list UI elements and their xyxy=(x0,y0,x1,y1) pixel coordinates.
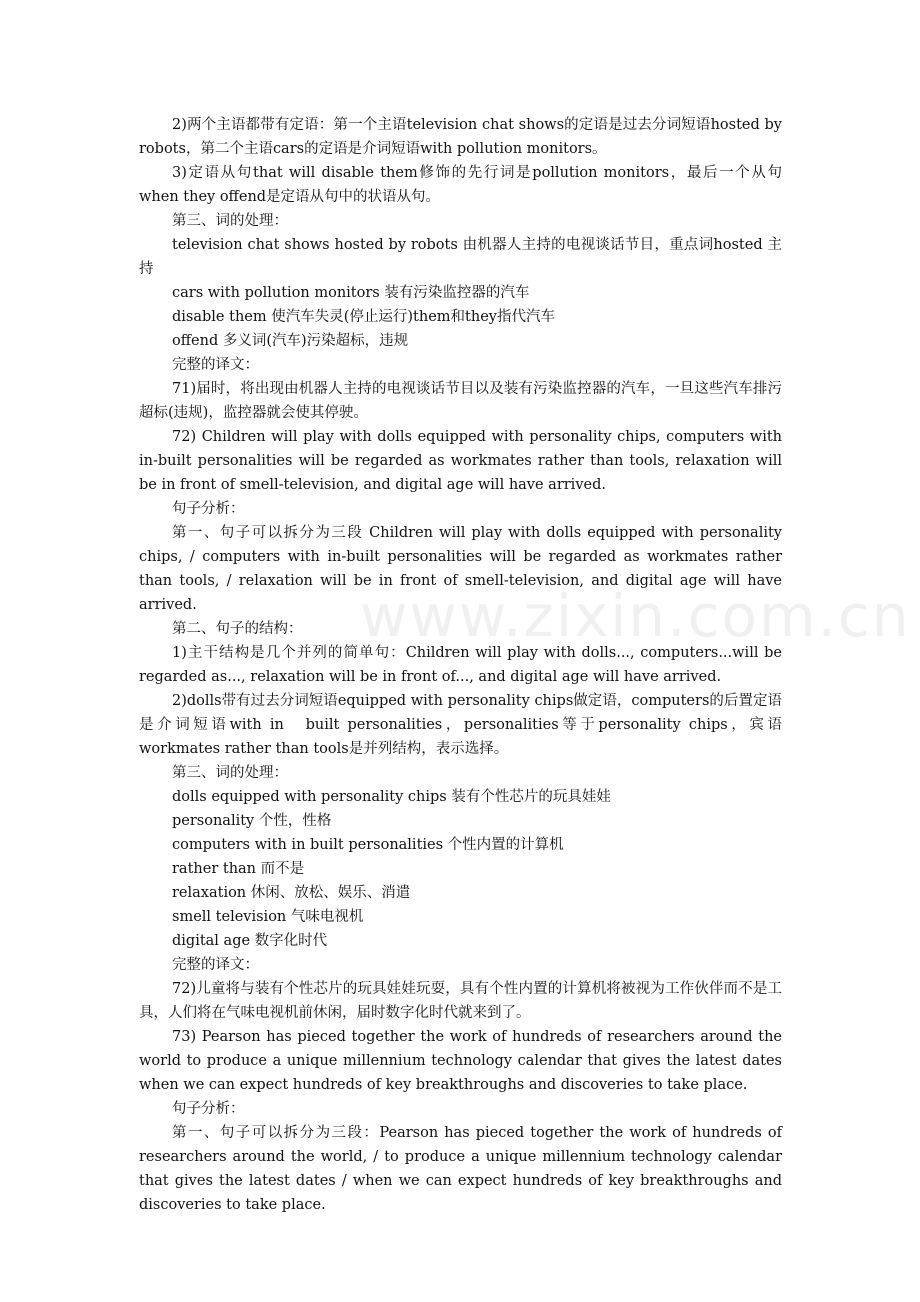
vocab-item: computers with in built personalities 个性内置的计算机 xyxy=(172,837,564,853)
paragraph-subject-attributes: 2)两个主语都带有定语：第一个主语television chat shows的定语是过去分词短语hosted by robots，第二个主语cars的定语是介词短语with pollution monitors。 xyxy=(139,117,782,157)
section-heading-word-processing: 第三、词的处理： xyxy=(172,765,288,781)
vocab-item: television chat shows hosted by robots 由机器人主持的电视谈话节目，重点词hosted 主持 xyxy=(139,237,782,277)
translation-71: 71)届时，将出现由机器人主持的电视谈话节目以及装有污染监控器的汽车，一旦这些汽车排污超标(违规)，监控器就会使其停驶。 xyxy=(139,381,782,421)
vocab-item: offend 多义词(汽车)污染超标，违规 xyxy=(172,333,409,349)
section-heading-analysis: 句子分析： xyxy=(172,1101,245,1117)
translation-72: 72)儿童将与装有个性芯片的玩具娃娃玩耍，具有个性内置的计算机将被视为工作伙伴而不是工具，人们将在气味电视机前休闲，届时数字化时代就来到了。 xyxy=(139,981,782,1021)
vocab-item: rather than 而不是 xyxy=(172,861,305,877)
analysis-split: 第一、句子可以拆分为三段：Pearson has pieced together the work of hundreds of researchers around the world, / to produce a unique millennium technology calendar that gives the latest dates / when we can expect hundreds of key breakthroughs and discoveries to take place. xyxy=(139,1125,782,1213)
section-heading-word-processing: 第三、词的处理： xyxy=(172,213,288,229)
structure-modifiers: 2)dolls带有过去分词短语equipped with personality chips做定语，computers的后置定语是介词短语with in built personalities，personalities等于personality chips，宾语workmates rather than tools是并列结构，表示选择。 xyxy=(139,693,782,757)
vocab-item: relaxation 休闲、放松、娱乐、消遣 xyxy=(172,885,411,901)
document-body xyxy=(139,113,782,1217)
section-heading-analysis: 句子分析： xyxy=(172,501,245,517)
vocab-item: disable them 使汽车失灵(停止运行)them和they指代汽车 xyxy=(172,309,555,325)
vocab-item: dolls equipped with personality chips 装有个性芯片的玩具娃娃 xyxy=(172,789,611,805)
sentence-73: 73) Pearson has pieced together the work of hundreds of researchers around the world to produce a unique millennium technology calendar that gives the latest dates when we can expect hundreds of key breakthroughs and discoveries to take place. xyxy=(139,1029,782,1093)
sentence-72: 72) Children will play with dolls equipped with personality chips, computers with in-built personalities will be regarded as workmates rather than tools, relaxation will be in front of smell-television, and digital age will have arrived. xyxy=(139,429,782,493)
analysis-split: 第一、句子可以拆分为三段 Children will play with dolls equipped with personality chips, / computers with in-built personalities will be regarded as workmates rather than tools, / relaxation will be in front of smell-television, and digital age will have arrived. xyxy=(139,525,782,613)
section-heading-translation: 完整的译文： xyxy=(172,357,259,373)
section-heading-structure: 第二、句子的结构： xyxy=(172,621,303,637)
vocab-item: smell television 气味电视机 xyxy=(172,909,364,925)
vocab-item: personality 个性，性格 xyxy=(172,813,332,829)
vocab-item: digital age 数字化时代 xyxy=(172,933,328,949)
vocab-item: cars with pollution monitors 装有污染监控器的汽车 xyxy=(172,285,530,301)
structure-main: 1)主干结构是几个并列的简单句：Children will play with dolls..., computers...will be regarded as..., relaxation will be in front of..., and digital age will have arrived. xyxy=(139,645,782,685)
watermark: www.zixin.com.cn xyxy=(360,582,911,650)
paragraph-attributive-clause: 3)定语从句that will disable them修饰的先行词是pollution monitors，最后一个从句when they offend是定语从句中的状语从句。 xyxy=(139,165,782,205)
section-heading-translation: 完整的译文： xyxy=(172,957,259,973)
